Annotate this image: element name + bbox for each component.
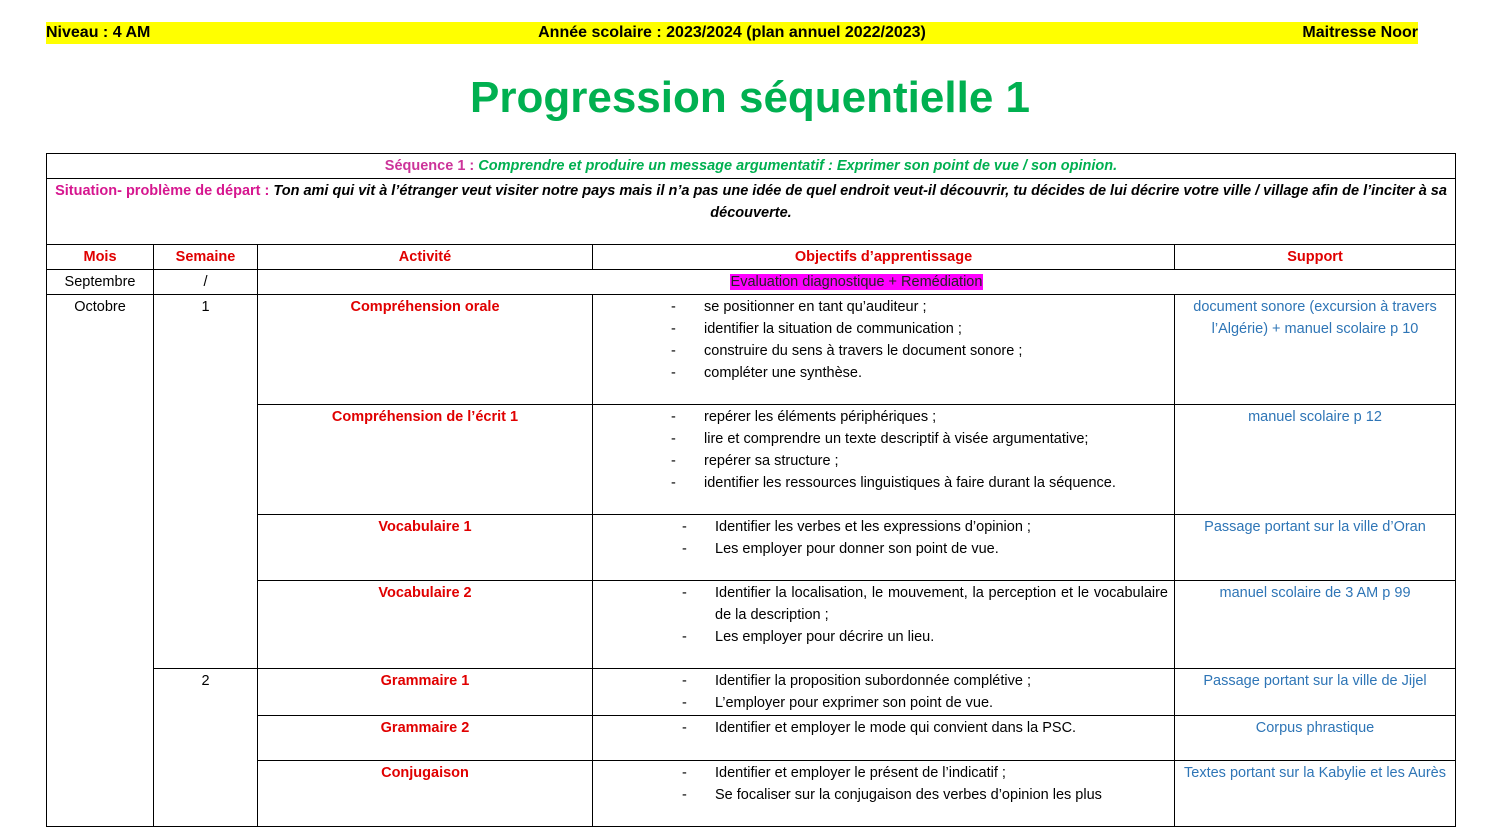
objective-item: - Identifier et employer le mode qui convient dans la PSC.	[599, 717, 1168, 739]
support-cell: manuel scolaire p 12	[1175, 405, 1456, 515]
support-cell: Corpus phrastique	[1175, 716, 1456, 761]
activity-cell: Vocabulaire 2	[258, 581, 593, 669]
support-cell: document sonore (excursion à travers l’Algérie) + manuel scolaire p 10	[1175, 295, 1456, 405]
situation-text: Ton ami qui vit à l’étranger veut visiter notre pays mais il n’a pas une idée de quel endroit veut-il découvrir, tu décides de lui décrire votre ville / village afin de l’inciter à sa découverte.	[273, 183, 1447, 221]
teacher-name: Maitresse Noor	[1302, 24, 1418, 41]
table-row	[47, 295, 1456, 405]
objectives-cell	[593, 295, 1175, 405]
objective-item: - L’employer pour exprimer son point de vue.	[599, 692, 1168, 714]
objective-item: - Identifier la proposition subordonnée complétive ;	[599, 670, 1168, 692]
objective-item: - identifier les ressources linguistiques à faire durant la séquence.	[599, 472, 1168, 494]
support-cell: manuel scolaire de 3 AM p 99	[1175, 581, 1456, 669]
support-cell: Passage portant sur la ville de Jijel	[1175, 669, 1456, 716]
objective-item: - Se focaliser sur la conjugaison des verbes d’opinion les plus	[599, 784, 1168, 806]
sequence-label: Séquence 1 :	[384, 158, 475, 174]
objectives-cell	[593, 515, 1175, 581]
objectives-cell	[593, 669, 1175, 716]
situation-separator: :	[260, 183, 274, 199]
week-cell: 2	[154, 669, 258, 827]
table-row	[47, 669, 1456, 716]
objective-item: - Identifier la localisation, le mouvement, la perception et le vocabulaire de la description ;	[599, 582, 1168, 626]
support-cell: Passage portant sur la ville d’Oran	[1175, 515, 1456, 581]
sequence-cell	[47, 154, 1456, 179]
table-row	[47, 761, 1456, 827]
objectives-cell	[593, 405, 1175, 515]
objective-item: - identifier la situation de communication ;	[599, 318, 1168, 340]
week-cell: 1	[154, 295, 258, 669]
objectives-cell	[593, 581, 1175, 669]
situation-row	[47, 179, 1456, 245]
evaluation-highlight: Evaluation diagnostique + Remédiation	[730, 274, 983, 290]
column-header-row	[47, 245, 1456, 270]
progression-table	[46, 153, 1456, 827]
objective-item: - Identifier et employer le présent de l’indicatif ;	[599, 762, 1168, 784]
sequence-text: Comprendre et produire un message argumentatif : Exprimer son point de vue / son opinion.	[478, 158, 1118, 174]
objective-item: - se positionner en tant qu’auditeur ;	[599, 296, 1168, 318]
month-cell: Octobre	[47, 295, 154, 827]
activity-cell: Vocabulaire 1	[258, 515, 593, 581]
objectives-cell	[593, 761, 1175, 827]
table-row	[47, 405, 1456, 515]
objective-item: - repérer les éléments périphériques ;	[599, 406, 1168, 428]
table-row	[47, 515, 1456, 581]
activity-cell: Grammaire 1	[258, 669, 593, 716]
school-year: Année scolaire : 2023/2024 (plan annuel 2022/2023)	[538, 24, 926, 41]
objective-item: - Les employer pour décrire un lieu.	[599, 626, 1168, 648]
header-bar	[46, 22, 1418, 44]
col-header-activity: Activité	[258, 245, 593, 270]
activity-cell: Compréhension de l’écrit 1	[258, 405, 593, 515]
activity-cell: Grammaire 2	[258, 716, 593, 761]
objective-item: - compléter une synthèse.	[599, 362, 1168, 384]
situation-label: Situation- problème de départ	[55, 183, 261, 199]
col-header-week: Semaine	[154, 245, 258, 270]
activity-cell: Compréhension orale	[258, 295, 593, 405]
objective-item: - repérer sa structure ;	[599, 450, 1168, 472]
level-label: Niveau : 4 AM	[46, 24, 151, 41]
table-row	[47, 716, 1456, 761]
objective-item: - Les employer pour donner son point de vue.	[599, 538, 1168, 560]
col-header-objectives: Objectifs d’apprentissage	[593, 245, 1175, 270]
evaluation-cell	[258, 270, 1456, 295]
week-cell: /	[154, 270, 258, 295]
col-header-support: Support	[1175, 245, 1456, 270]
table-row-september	[47, 270, 1456, 295]
col-header-month: Mois	[47, 245, 154, 270]
activity-cell: Conjugaison	[258, 761, 593, 827]
objective-item: - construire du sens à travers le document sonore ;	[599, 340, 1168, 362]
page-title: Progression séquentielle 1	[470, 73, 1030, 122]
objectives-cell	[593, 716, 1175, 761]
support-cell: Textes portant sur la Kabylie et les Aurès	[1175, 761, 1456, 827]
sequence-row	[47, 154, 1456, 179]
month-cell: Septembre	[47, 270, 154, 295]
table-row	[47, 581, 1456, 669]
situation-cell	[47, 179, 1456, 245]
objective-item: - lire et comprendre un texte descriptif à visée argumentative;	[599, 428, 1168, 450]
objective-item: - Identifier les verbes et les expressions d’opinion ;	[599, 516, 1168, 538]
